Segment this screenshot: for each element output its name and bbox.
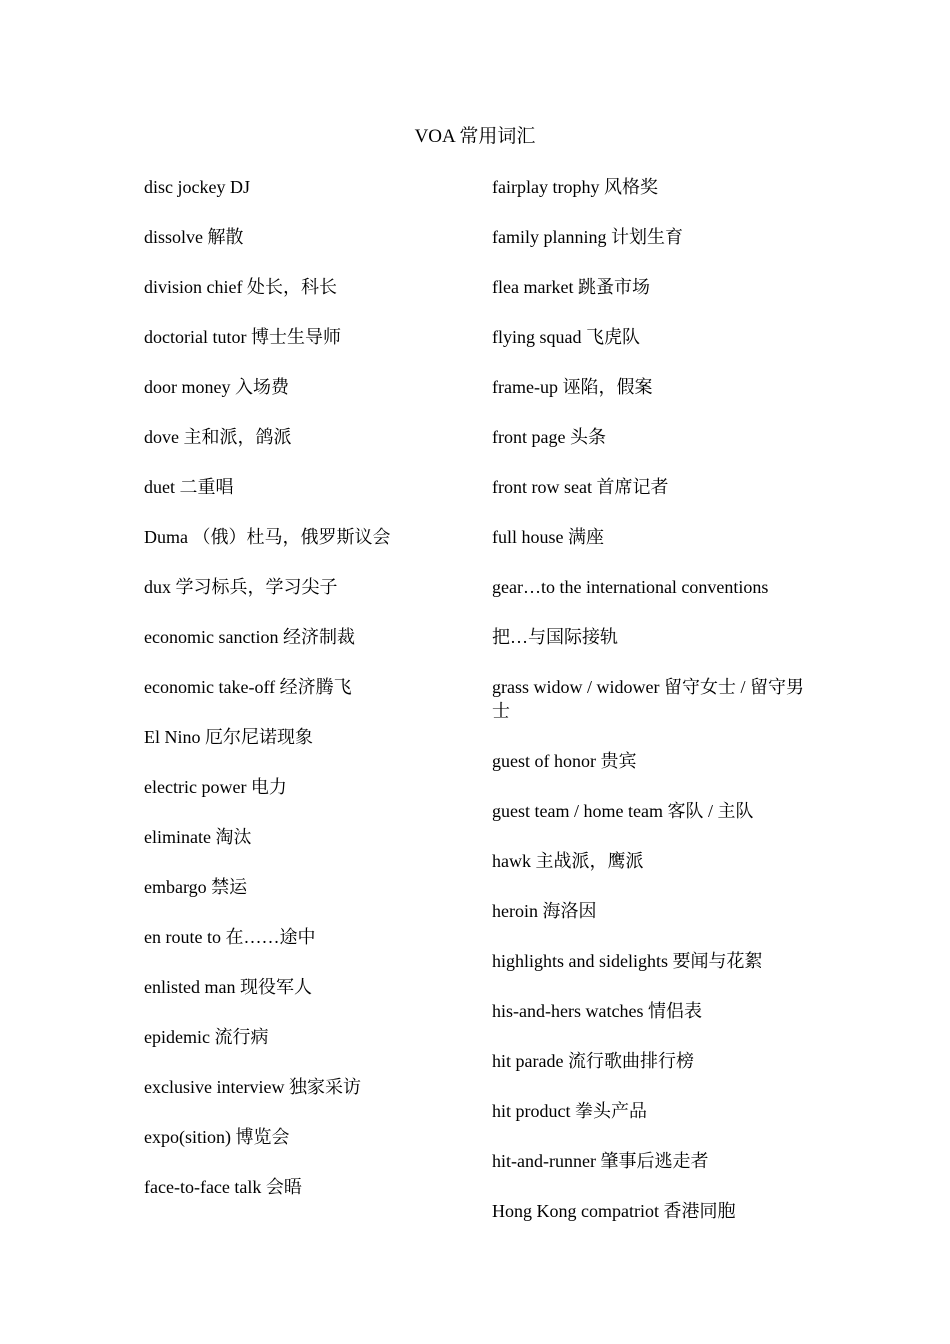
vocab-entry: hit-and-runner 肇事后逃走者 [492,1151,709,1171]
vocab-entry: exclusive interview 独家采访 [144,1077,361,1097]
vocab-entry: 把…与国际接轨 [492,627,618,647]
vocab-entry: guest of honor 贵宾 [492,751,637,771]
vocab-entry: family planning 计划生育 [492,227,683,247]
vocab-entry: dove 主和派，鸽派 [144,427,292,447]
vocab-entry: duet 二重唱 [144,477,234,497]
vocab-entry: Hong Kong compatriot 香港同胞 [492,1201,736,1221]
vocab-entry: dissolve 解散 [144,227,244,247]
vocab-entry: electric power 电力 [144,777,287,797]
vocab-entry: fairplay trophy 风格奖 [492,177,658,197]
vocab-entry: guest team / home team 客队 / 主队 [492,801,754,821]
vocab-entry: El Nino 厄尔尼诺现象 [144,727,313,747]
vocab-entry: full house 满座 [492,527,604,547]
vocab-entry: dux 学习标兵，学习尖子 [144,577,338,597]
vocab-entry: frame-up 诬陷，假案 [492,377,653,397]
vocab-entry: gear…to the international conventions [492,577,769,597]
vocab-entry: disc jockey DJ [144,177,250,197]
vocab-entry: economic take-off 经济腾飞 [144,677,352,697]
vocab-entry: highlights and sidelights 要闻与花絮 [492,951,763,971]
vocab-entry: front row seat 首席记者 [492,477,669,497]
vocab-entry: embargo 禁运 [144,877,248,897]
vocab-entry: doctorial tutor 博士生导师 [144,327,341,347]
vocab-entry: front page 头条 [492,427,606,447]
vocab-entry: expo(sition) 博览会 [144,1127,290,1147]
vocab-entry: grass widow / widower 留守女士 / 留守男士 [492,677,804,721]
vocab-entry: his-and-hers watches 情侣表 [492,1001,702,1021]
vocab-entry: economic sanction 经济制裁 [144,627,355,647]
vocab-entry: epidemic 流行病 [144,1027,269,1047]
vocab-entry: flying squad 飞虎队 [492,327,640,347]
vocab-entry: flea market 跳蚤市场 [492,277,650,297]
vocab-entry: face-to-face talk 会晤 [144,1177,302,1197]
vocab-entry: enlisted man 现役军人 [144,977,312,997]
vocab-entry: Duma （俄）杜马，俄罗斯议会 [144,527,391,547]
vocab-entry: hawk 主战派，鹰派 [492,851,644,871]
left-column [144,175,464,1225]
vocab-entry: heroin 海洛因 [492,901,597,921]
vocab-entry: hit parade 流行歌曲排行榜 [492,1051,694,1071]
vocab-entry: door money 入场费 [144,377,289,397]
vocab-entry: hit product 拳头产品 [492,1101,647,1121]
right-column [492,175,812,1249]
vocab-entry: en route to 在……途中 [144,927,316,947]
vocab-entry: eliminate 淘汰 [144,827,252,847]
document-title: VOA 常用词汇 [414,126,536,147]
vocab-entry: division chief 处长，科长 [144,277,337,297]
